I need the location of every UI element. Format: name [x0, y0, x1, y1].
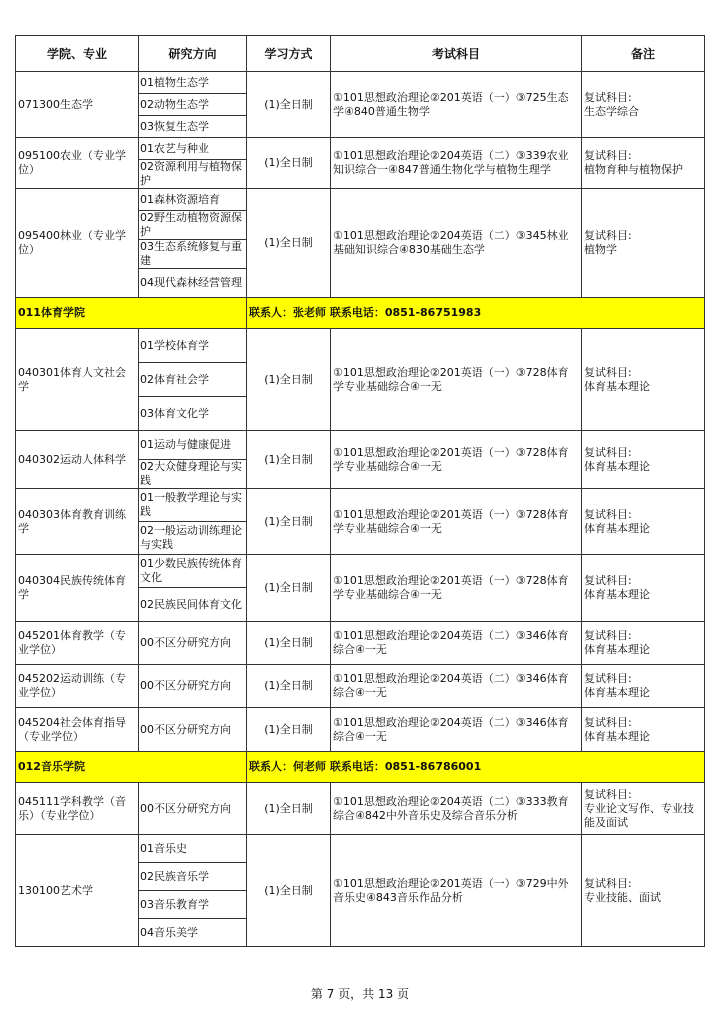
direction-cell: 00不区分研究方向	[139, 783, 247, 835]
table-row	[16, 138, 705, 160]
table-row	[16, 489, 705, 522]
table-row	[16, 189, 705, 211]
remark-label: 复试科目:	[584, 229, 632, 242]
exam-cell: ①101思想政治理论②201英语（一）③725生态学④840普通生物学	[331, 72, 582, 138]
mode-cell: (1)全日制	[247, 708, 331, 752]
remark-label: 复试科目:	[584, 715, 632, 729]
exam-cell: ①101思想政治理论②204英语（二）③339农业知识综合一④847普通生物化学与植物生理学	[331, 138, 582, 189]
direction-cell: 02民族民间体育文化	[139, 588, 247, 622]
direction-cell: 01一般教学理论与实践	[139, 489, 247, 522]
direction-cell: 03恢复生态学	[139, 116, 247, 138]
major-cell: 045111学科教学（音乐）（专业学位）	[16, 783, 139, 835]
major-cell: 045201体育教学（专业学位）	[16, 622, 139, 665]
remark-cell	[582, 189, 705, 298]
remark-cell	[582, 138, 705, 189]
direction-cell: 00不区分研究方向	[139, 665, 247, 708]
major-cell: 040304民族传统体育学	[16, 555, 139, 622]
direction-cell: 04现代森林经营管理	[139, 269, 247, 298]
direction-cell: 01运动与健康促进	[139, 431, 247, 460]
exam-cell: ①101思想政治理论②201英语（一）③729中外音乐史④843音乐作品分析	[331, 835, 582, 947]
remark-value: 体育基本理论	[584, 588, 650, 601]
exam-cell: ①101思想政治理论②201英语（一）③728体育学专业基础综合④一无	[331, 555, 582, 622]
major-cell: 045204社会体育指导（专业学位）	[16, 708, 139, 752]
remark-cell	[582, 835, 705, 947]
mode-cell: (1)全日制	[247, 138, 331, 189]
direction-cell: 03生态系统修复与重建	[139, 240, 247, 269]
mode-cell: (1)全日制	[247, 72, 331, 138]
mode-cell: (1)全日制	[247, 783, 331, 835]
exam-cell: ①101思想政治理论②204英语（二）③346体育综合④一无	[331, 622, 582, 665]
remark-value: 体育基本理论	[584, 729, 650, 743]
college-name: 011体育学院	[16, 298, 247, 329]
remark-cell	[582, 783, 705, 835]
direction-cell: 00不区分研究方向	[139, 708, 247, 752]
header-exam: 考试科目	[331, 36, 582, 72]
exam-cell: ①101思想政治理论②201英语（一）③728体育学专业基础综合④一无	[331, 431, 582, 489]
remark-label: 复试科目:	[584, 149, 632, 162]
table-row	[16, 555, 705, 588]
direction-cell: 01森林资源培育	[139, 189, 247, 211]
exam-cell: ①101思想政治理论②204英语（二）③345林业基础知识综合④830基础生态学	[331, 189, 582, 298]
table-row	[16, 72, 705, 94]
mode-cell: (1)全日制	[247, 189, 331, 298]
exam-cell: ①101思想政治理论②201英语（一）③728体育学专业基础综合④一无	[331, 489, 582, 555]
remark-value: 体育基本理论	[584, 459, 650, 473]
header-mode: 学习方式	[247, 36, 331, 72]
remark-cell	[582, 489, 705, 555]
mode-cell: (1)全日制	[247, 555, 331, 622]
direction-cell: 04音乐美学	[139, 919, 247, 947]
remark-value: 生态学综合	[584, 104, 639, 118]
header-direction: 研究方向	[139, 36, 247, 72]
remark-label: 复试科目:	[584, 445, 632, 459]
mode-cell: (1)全日制	[247, 835, 331, 947]
remark-label: 复试科目:	[584, 876, 632, 890]
table-row	[16, 708, 705, 752]
college-name: 012音乐学院	[16, 752, 247, 783]
exam-cell: ①101思想政治理论②204英语（二）③346体育综合④一无	[331, 708, 582, 752]
direction-cell: 01植物生态学	[139, 72, 247, 94]
remark-value: 专业技能、面试	[584, 890, 661, 904]
page-footer: 第 7 页，共 13 页	[310, 987, 410, 1001]
major-cell: 040302运动人体科学	[16, 431, 139, 489]
exam-cell: ①101思想政治理论②204英语（二）③346体育综合④一无	[331, 665, 582, 708]
remark-cell	[582, 431, 705, 489]
document-page	[15, 35, 705, 947]
remark-value: 体育基本理论	[584, 379, 650, 393]
remark-value: 植物育种与植物保护	[584, 163, 683, 176]
college-contact: 联系人：张老师 联系电话：0851-86751983	[247, 298, 705, 329]
major-cell: 071300生态学	[16, 72, 139, 138]
remark-cell	[582, 708, 705, 752]
direction-cell: 01少数民族传统体育文化	[139, 555, 247, 588]
exam-cell: ①101思想政治理论②201英语（一）③728体育学专业基础综合④一无	[331, 329, 582, 431]
direction-cell: 02野生动植物资源保护	[139, 211, 247, 240]
major-cell: 045202运动训练（专业学位）	[16, 665, 139, 708]
direction-cell: 02民族音乐学	[139, 863, 247, 891]
direction-cell: 02动物生态学	[139, 94, 247, 116]
table-row	[16, 665, 705, 708]
direction-cell: 00不区分研究方向	[139, 622, 247, 665]
direction-cell: 02体育社会学	[139, 363, 247, 397]
header-remark: 备注	[582, 36, 705, 72]
remark-label: 复试科目:	[584, 672, 632, 685]
header-college-major: 学院、专业	[16, 36, 139, 72]
direction-cell: 01学校体育学	[139, 329, 247, 363]
direction-cell: 03音乐教育学	[139, 891, 247, 919]
remark-label: 复试科目:	[584, 574, 632, 587]
college-row	[16, 752, 705, 783]
mode-cell: (1)全日制	[247, 329, 331, 431]
table-row	[16, 329, 705, 363]
major-cell: 040303体育教育训练学	[16, 489, 139, 555]
remark-value: 体育基本理论	[584, 686, 650, 699]
major-cell: 130100艺术学	[16, 835, 139, 947]
direction-cell: 01农艺与种业	[139, 138, 247, 160]
remark-label: 复试科目:	[584, 365, 632, 379]
table-row	[16, 835, 705, 863]
remark-label: 复试科目:	[584, 787, 632, 801]
direction-cell: 03体育文化学	[139, 397, 247, 431]
major-cell: 040301体育人文社会学	[16, 329, 139, 431]
header-row	[16, 36, 705, 72]
mode-cell: (1)全日制	[247, 431, 331, 489]
college-contact: 联系人：何老师 联系电话：0851-86786001	[247, 752, 705, 783]
admissions-table	[15, 35, 705, 947]
remark-cell	[582, 329, 705, 431]
remark-cell	[582, 622, 705, 665]
mode-cell: (1)全日制	[247, 665, 331, 708]
direction-cell: 02资源利用与植物保护	[139, 160, 247, 189]
remark-cell	[582, 555, 705, 622]
remark-value: 专业论文写作、专业技能及面试	[584, 801, 694, 829]
college-row	[16, 298, 705, 329]
table-row	[16, 622, 705, 665]
mode-cell: (1)全日制	[247, 622, 331, 665]
remark-label: 复试科目:	[584, 629, 632, 642]
remark-value: 体育基本理论	[584, 643, 650, 656]
remark-value: 体育基本理论	[584, 521, 650, 535]
remark-cell	[582, 665, 705, 708]
direction-cell: 01音乐史	[139, 835, 247, 863]
remark-label: 复试科目:	[584, 507, 632, 521]
mode-cell: (1)全日制	[247, 489, 331, 555]
table-row	[16, 783, 705, 835]
direction-cell: 02一般运动训练理论与实践	[139, 522, 247, 555]
remark-cell	[582, 72, 705, 138]
table-body	[16, 72, 705, 947]
major-cell: 095400林业（专业学位）	[16, 189, 139, 298]
direction-cell: 02大众健身理论与实践	[139, 460, 247, 489]
major-cell: 095100农业（专业学位）	[16, 138, 139, 189]
exam-cell: ①101思想政治理论②204英语（二）③333教育综合④842中外音乐史及综合音乐分析	[331, 783, 582, 835]
remark-label: 复试科目:	[584, 90, 632, 104]
table-row	[16, 431, 705, 460]
remark-value: 植物学	[584, 243, 617, 256]
